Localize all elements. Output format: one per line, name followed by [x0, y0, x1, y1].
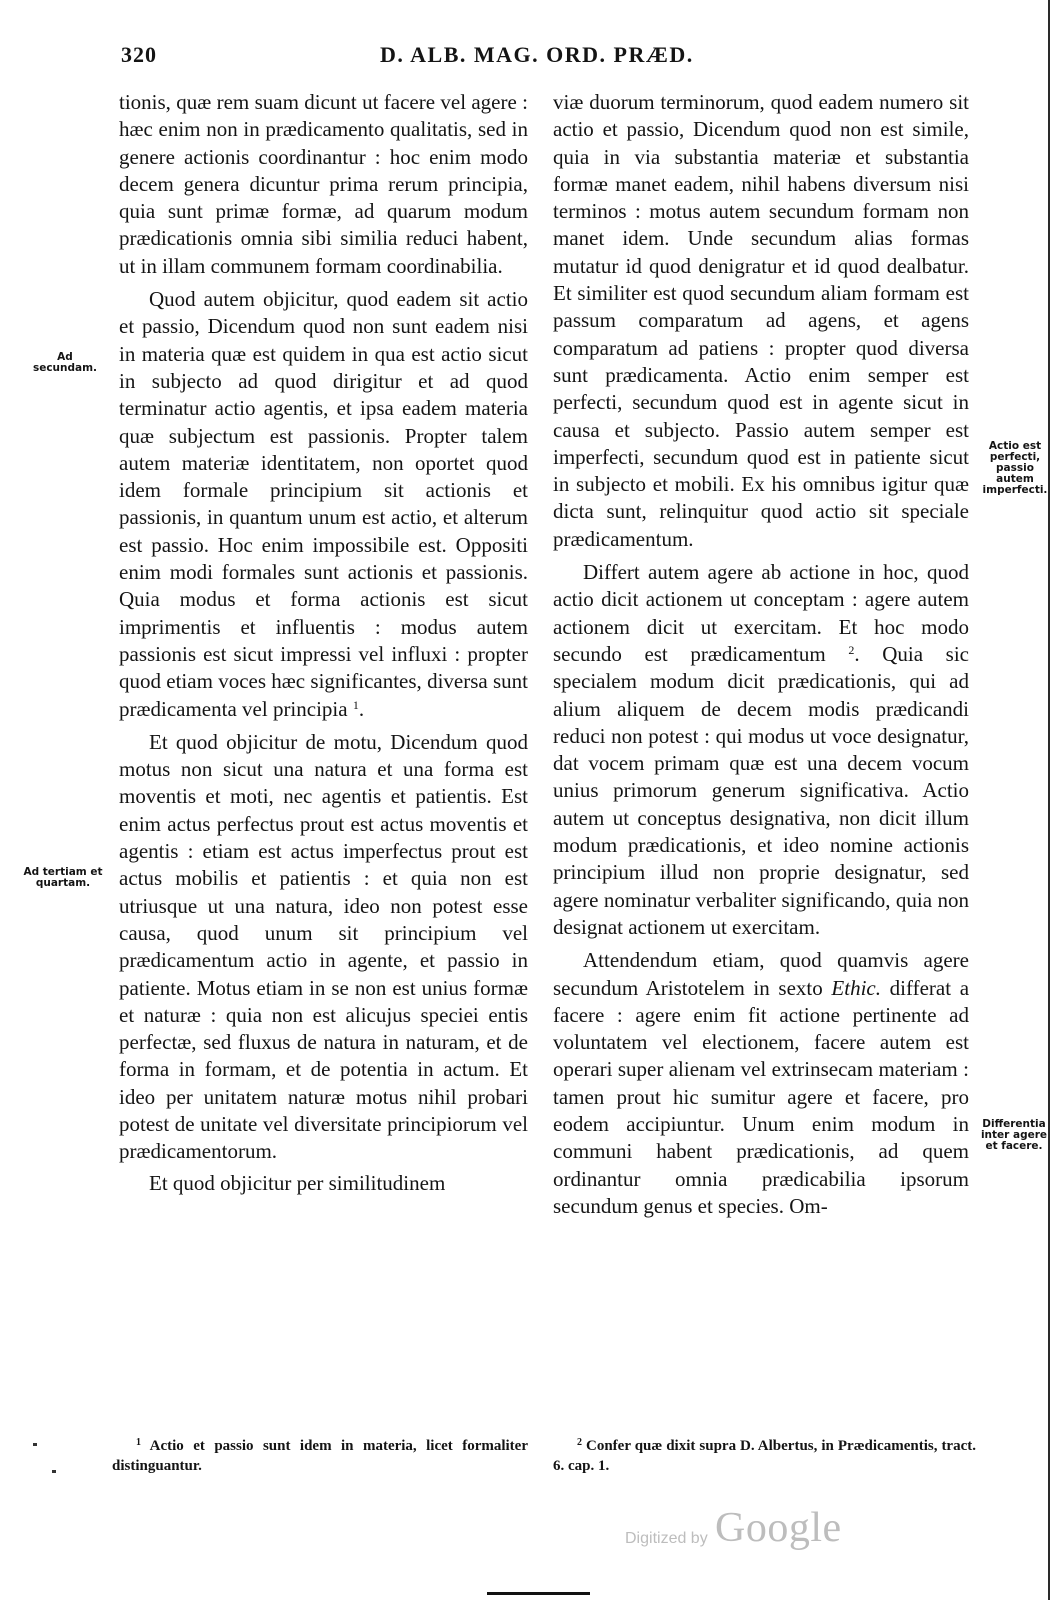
- ink-speck: [33, 1443, 37, 1446]
- footnote-2: [553, 1437, 976, 1476]
- footnote-1-marker: 1: [136, 1437, 141, 1448]
- footnote-ref-2: 2: [848, 642, 855, 657]
- right-paragraph-3: [553, 947, 969, 1220]
- footnote-2-marker: 2: [577, 1437, 582, 1448]
- page-number: 320: [121, 42, 157, 67]
- right-paragraph-2: [553, 559, 969, 941]
- bottom-rule: [487, 1592, 590, 1595]
- footnote-1: [112, 1437, 528, 1476]
- digitized-by-text: Digitized by: [625, 1530, 708, 1547]
- footnote-2-text: Confer quæ dixit supra D. Albertus, in Prædicamentis, tract. 6. cap. 1.: [553, 1438, 976, 1474]
- right-paragraph-2-text-b: . Quia sic specialem modum dicit prædicationis, qui ad alium aliquem de decem modis prædicandi reduci non potest : qui modus ut voce designatur, dat vocem primam quæ est una decem vocum unius primorum generum significativa. Actio autem ut conceptus designativa, non dicit illum modum prædicationis, et ideo nomine actionis principium illud non proprie designatur, sed agere nominatur verbaliter significando, quia non designat actionem ut exercitam.: [553, 641, 969, 939]
- right-paragraph-1: viæ duorum terminorum, quod eadem numero sit actio et passio, Dicendum quod non est simile, quia in via substantia materiæ et substantia formæ manet eadem, nihil habens diversum nisi terminos : motus autem secundum formam non manet idem. Unde secundum alias formas mutatur id quod denigratur et id quod dealbatur. Et similiter est quod secundum aliam formam est passum comparatum ad agens, et agens comparatum ad patiens : propter quod diversa sunt prædicamenta. Actio enim semper est perfecti, secundum quod est in agente sicut in causa et subjecto. Passio autem semper est imperfecti, secundum quod est in patiente sicut in subjecto et mobili. Ex his omnibus igitur quæ dicta sunt, relinquitur quod actio sit speciale prædicamentum.: [553, 90, 969, 551]
- footnote-1-text: Actio et passio sunt idem in materia, licet formaliter distinguantur.: [112, 1438, 528, 1474]
- ink-speck: [52, 1470, 56, 1473]
- margin-note-ad-secundam: Ad secundam.: [32, 351, 98, 374]
- margin-note-actio-perfecti: Actio est perfecti, passio autem imperfecti.: [982, 440, 1048, 496]
- footnote-ref-1: 1: [352, 697, 359, 712]
- right-column: [553, 89, 969, 1226]
- left-paragraph-2: Quod autem objicitur, quod eadem sit actio et passio, Dicendum quod non sunt eadem nisi in materia quæ est quidem in qua est actio sicut in subjecto ad quod dirigitur et ad quod terminatur actio agentis, et ipsa eadem materia quæ subjectum est passionis. Propter talem autem materiæ identitatem, non oportet quod idem formale principium sit actionis et passionis, in quantum unum est actio, et alterum est passio. Hoc enim impossibile est. Oppositi enim modi formales sunt actionis et passionis. Quia modus et forma actionis est sicut imprimentis et influentis : modus autem passionis est sicut impressi vel influxi : propter quod etiam voces hæc significantes, diversa sunt prædicamenta vel principia $^1$.: [119, 287, 528, 721]
- left-paragraph-4: Et quod objicitur per similitudinem: [149, 1170, 446, 1195]
- running-title: D. ALB. MAG. ORD. PRÆD.: [380, 42, 694, 67]
- left-paragraph-2-text: Quod autem objicitur, quod eadem sit actio et passio, Dicendum quod non sunt eadem nisi in materia quæ est quidem in qua est actio sicut in subjecto ad quod dirigitur et ad quod terminatur actio agentis, et ipsa eadem materia quæ subjectum est passionis. Propter talem autem materiæ identitatem, non oportet quod idem formale principium sit actionis et passionis, in quantum unum est actio, et alterum est passio. Hoc enim impossibile est. Oppositi enim modi formales sunt actionis et passionis. Quia modus et forma actionis est sicut imprimentis et influentis : modus autem passionis est sicut impressi vel influxi : propter quod etiam voces hæc significantes, diversa sunt prædicamenta vel principia: [119, 287, 528, 721]
- margin-note-differentia: Differentia inter agere et facere.: [980, 1118, 1048, 1152]
- google-logo: Google: [715, 1505, 842, 1551]
- margin-note-ad-tertiam: Ad tertiam et quartam.: [23, 866, 103, 889]
- right-paragraph-3-text-a: Attendendum etiam, quod quamvis agere secundum Aristotelem in sexto: [553, 948, 969, 1000]
- left-paragraph-3: Et quod objicitur de motu, Dicendum quod motus non sicut una natura et una forma est moventis et moti, nec agentis et patientis. Est enim actus perfectus prout est actus moventis et agentis : etiam est actus imperfectus prout est actus mobilis et patientis : et quia non est utriusque ut una natura, ideo non potest esse causa, quod unum sit principium vel prædicamentum actio in agente, et passio in patiente. Motus etiam in se non est unius formæ et naturæ : quia non est alicujus speciei entis perfectæ, sed fluxus de natura in naturam, et de forma in formam, et de potentia in actum. Et ideo per unitatem naturæ motus nihil probari potest de unitate vel diversitate principiorum vel prædicamentorum.: [119, 729, 528, 1164]
- page-edge-rule: [1048, 0, 1050, 1600]
- ethic-reference: Ethic.: [831, 975, 881, 1000]
- left-paragraph-1: tionis, quæ rem suam dicunt ut facere vel agere : hæc enim non in prædicamento qualitatis, sed in genere actionis coordinantur : hoc enim modo decem genera dicuntur prima rerum principia, quia sunt primæ formæ, ad quarum modum prædicationis omnia sibi similia reduci habent, ut in illam communem formam coordinabilia.: [119, 90, 528, 278]
- left-column: [119, 89, 528, 1203]
- right-paragraph-3-text-b: differat a facere : agere enim fit actione pertinente ad voluntatem vel electionem, facere autem est operari super alienam vel extrinsecam materiam : tamen prout hic sumitur agere et facere, pro eodem accipiuntur. Unum enim modum in communi habent prædicationis, ad quem ordinantur omnia prædicabilia ipsorum secundum genus et species. Om-: [553, 975, 970, 1218]
- right-paragraph-2-text-a: Differt autem agere ab actione in hoc, quod actio dicit actionem ut conceptam : agere autem actionem dicit ut exercitam. Et hoc modo secundo est prædicamentum: [553, 560, 969, 666]
